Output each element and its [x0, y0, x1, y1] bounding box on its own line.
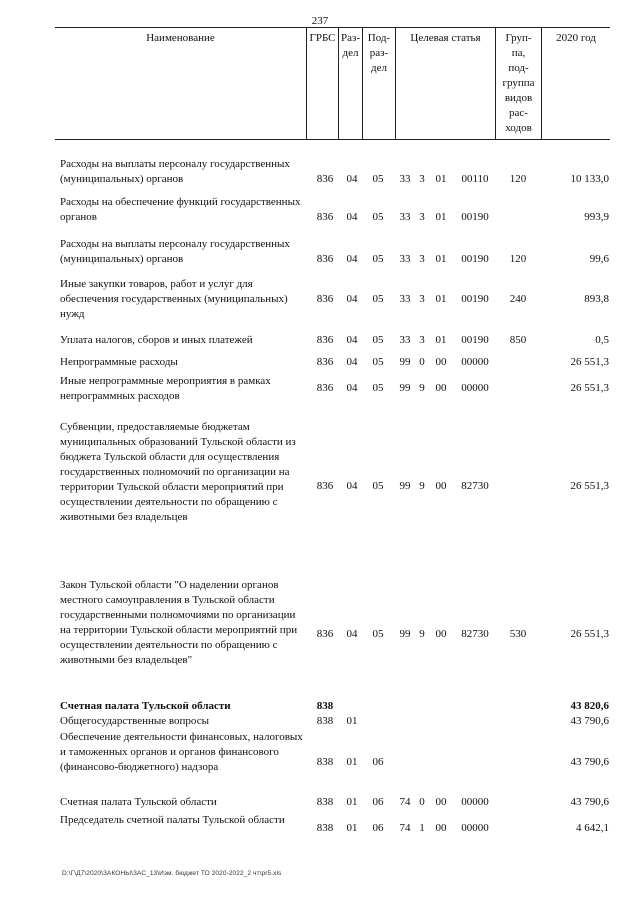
row-rz: 01: [346, 796, 358, 808]
row-d: 82730: [461, 480, 489, 492]
row-grbs: 836: [316, 211, 334, 223]
row-c: 01: [435, 211, 447, 223]
row-c: 01: [435, 293, 447, 305]
row-b: 9: [419, 480, 425, 492]
row-rz: 04: [346, 293, 358, 305]
row-grbs: 836: [316, 293, 334, 305]
row-rz: 04: [346, 253, 358, 265]
row-rz: 04: [346, 334, 358, 346]
row-name: Счетная палата Тульской области: [60, 796, 217, 808]
row-d: 82730: [461, 628, 489, 640]
row-b: 0: [419, 356, 425, 368]
row-vr: 240: [509, 293, 527, 305]
row-grbs: 836: [316, 253, 334, 265]
row-a: 99: [399, 480, 411, 492]
row-grbs: 836: [316, 628, 334, 640]
row-sum: 10 133,0: [570, 173, 609, 185]
row-name: Расходы на выплаты персоналу государственных (муниципальных) органов: [60, 158, 290, 185]
row-rz: 04: [346, 480, 358, 492]
row-a: 99: [399, 356, 411, 368]
row-grbs: 836: [316, 382, 334, 394]
row-sum: 26 551,3: [570, 382, 609, 394]
row-a: 33: [399, 253, 411, 265]
row-rz: 01: [346, 822, 358, 834]
row-sum: 893,8: [584, 293, 609, 305]
row-name: Расходы на выплаты персоналу государственных (муниципальных) органов: [60, 238, 290, 265]
row-rz: 01: [346, 715, 358, 727]
row-b: 3: [419, 211, 425, 223]
row-a: 99: [399, 382, 411, 394]
row-c: 01: [435, 334, 447, 346]
row-b: 3: [419, 173, 425, 185]
row-pr: 05: [372, 293, 384, 305]
row-pr: 05: [372, 480, 384, 492]
row-sum: 26 551,3: [570, 356, 609, 368]
header-grbs: ГРБС: [307, 28, 339, 140]
row-grbs: 836: [316, 334, 334, 346]
row-a: 33: [399, 293, 411, 305]
row-vr: 530: [509, 628, 527, 640]
row-a: 99: [399, 628, 411, 640]
row-grbs: 838: [316, 822, 334, 834]
row-sum: 26 551,3: [570, 628, 609, 640]
file-path-footer: D:\Г\Д7\2020\ЗАКОНЫ\ЗАС_13\Изм. бюджет ТО 2020-2022_2 чт\pr5.xls: [62, 870, 282, 877]
row-pr: 05: [372, 334, 384, 346]
row-vr: 850: [509, 334, 527, 346]
row-c: 00: [435, 822, 447, 834]
row-pr: 05: [372, 211, 384, 223]
row-name: Иные закупки товаров, работ и услуг для обеспечения государственных (муниципальных) нужд: [60, 278, 288, 320]
row-sum: 43 820,6: [570, 700, 609, 712]
row-sum: 43 790,6: [570, 715, 609, 727]
row-name: Счетная палата Тульской области: [60, 700, 231, 712]
row-b: 9: [419, 382, 425, 394]
row-b: 1: [419, 822, 425, 834]
header-podrazdel: Под- раз- дел: [363, 28, 396, 140]
row-name: Непрограммные расходы: [60, 356, 178, 368]
row-name: Общегосударственные вопросы: [60, 715, 209, 727]
row-sum: 43 790,6: [570, 796, 609, 808]
row-name: Уплата налогов, сборов и иных платежей: [60, 334, 253, 346]
row-c: 01: [435, 173, 447, 185]
row-a: 74: [399, 822, 411, 834]
row-grbs: 836: [316, 173, 334, 185]
row-name: Расходы на обеспечение функций государственных органов: [60, 196, 301, 223]
header-name: Наименование: [55, 28, 307, 140]
row-a: 74: [399, 796, 411, 808]
page-number: 237: [311, 15, 329, 27]
row-pr: 05: [372, 382, 384, 394]
row-sum: 99,6: [589, 253, 609, 265]
row-d: 00190: [461, 334, 489, 346]
row-d: 00000: [461, 796, 489, 808]
row-vr: 120: [509, 253, 527, 265]
row-rz: 04: [346, 382, 358, 394]
row-a: 33: [399, 334, 411, 346]
row-pr: 06: [372, 756, 384, 768]
row-sum: 0,5: [595, 334, 609, 346]
row-rz: 01: [346, 756, 358, 768]
row-c: 00: [435, 382, 447, 394]
row-name: Закон Тульской области "О наделении органов местного самоуправления в Тульской области государственными полномочиями по организации на территории Тульской области мероприятий при осуществлении деятельности по обращению с животными без владельцев": [60, 579, 298, 666]
row-pr: 06: [372, 796, 384, 808]
row-c: 01: [435, 253, 447, 265]
row-name: Обеспечение деятельности финансовых, налоговых и таможенных органов и органов финансового (финансово-бюджетного) надзора: [60, 731, 303, 773]
row-vr: 120: [509, 173, 527, 185]
row-name: Субвенции, предоставляемые бюджетам муниципальных образований Тульской области из бюджета Тульской области для осуществления государственных полномочий по организации на территории Тульской области мероприятий при осуществлении деятельности по обращению с животными без владельцев: [60, 421, 296, 523]
row-grbs: 838: [316, 715, 334, 727]
header-year: 2020 год: [556, 32, 596, 44]
row-sum: 43 790,6: [570, 756, 609, 768]
row-d: 00190: [461, 253, 489, 265]
row-grbs: 838: [316, 700, 334, 712]
row-grbs: 836: [316, 480, 334, 492]
row-c: 00: [435, 480, 447, 492]
row-b: 3: [419, 293, 425, 305]
row-pr: 05: [372, 253, 384, 265]
row-c: 00: [435, 796, 447, 808]
row-b: 3: [419, 334, 425, 346]
row-b: 9: [419, 628, 425, 640]
row-d: 00000: [461, 822, 489, 834]
header-group: Груп- па, под- группа видов рас- ходов: [496, 28, 542, 140]
table-header: [55, 27, 610, 140]
row-grbs: 836: [316, 356, 334, 368]
row-rz: 04: [346, 173, 358, 185]
row-grbs: 838: [316, 796, 334, 808]
row-rz: 04: [346, 356, 358, 368]
header-target: Целевая статья: [396, 28, 496, 140]
row-sum: 993,9: [584, 211, 609, 223]
row-d: 00190: [461, 293, 489, 305]
row-c: 00: [435, 356, 447, 368]
row-d: 00190: [461, 211, 489, 223]
row-rz: 04: [346, 628, 358, 640]
row-pr: 05: [372, 628, 384, 640]
row-rz: 04: [346, 211, 358, 223]
row-a: 33: [399, 173, 411, 185]
row-d: 00000: [461, 382, 489, 394]
row-pr: 05: [372, 356, 384, 368]
row-b: 3: [419, 253, 425, 265]
row-grbs: 838: [316, 756, 334, 768]
row-b: 0: [419, 796, 425, 808]
row-a: 33: [399, 211, 411, 223]
row-pr: 05: [372, 173, 384, 185]
row-pr: 06: [372, 822, 384, 834]
row-name: Председатель счетной палаты Тульской области: [60, 814, 285, 826]
row-c: 00: [435, 628, 447, 640]
row-sum: 4 642,1: [576, 822, 609, 834]
row-name: Иные непрограммные мероприятия в рамках непрограммных расходов: [60, 375, 271, 402]
row-sum: 26 551,3: [570, 480, 609, 492]
row-d: 00000: [461, 356, 489, 368]
row-d: 00110: [461, 173, 489, 185]
header-razdel: Раз- дел: [339, 28, 363, 140]
